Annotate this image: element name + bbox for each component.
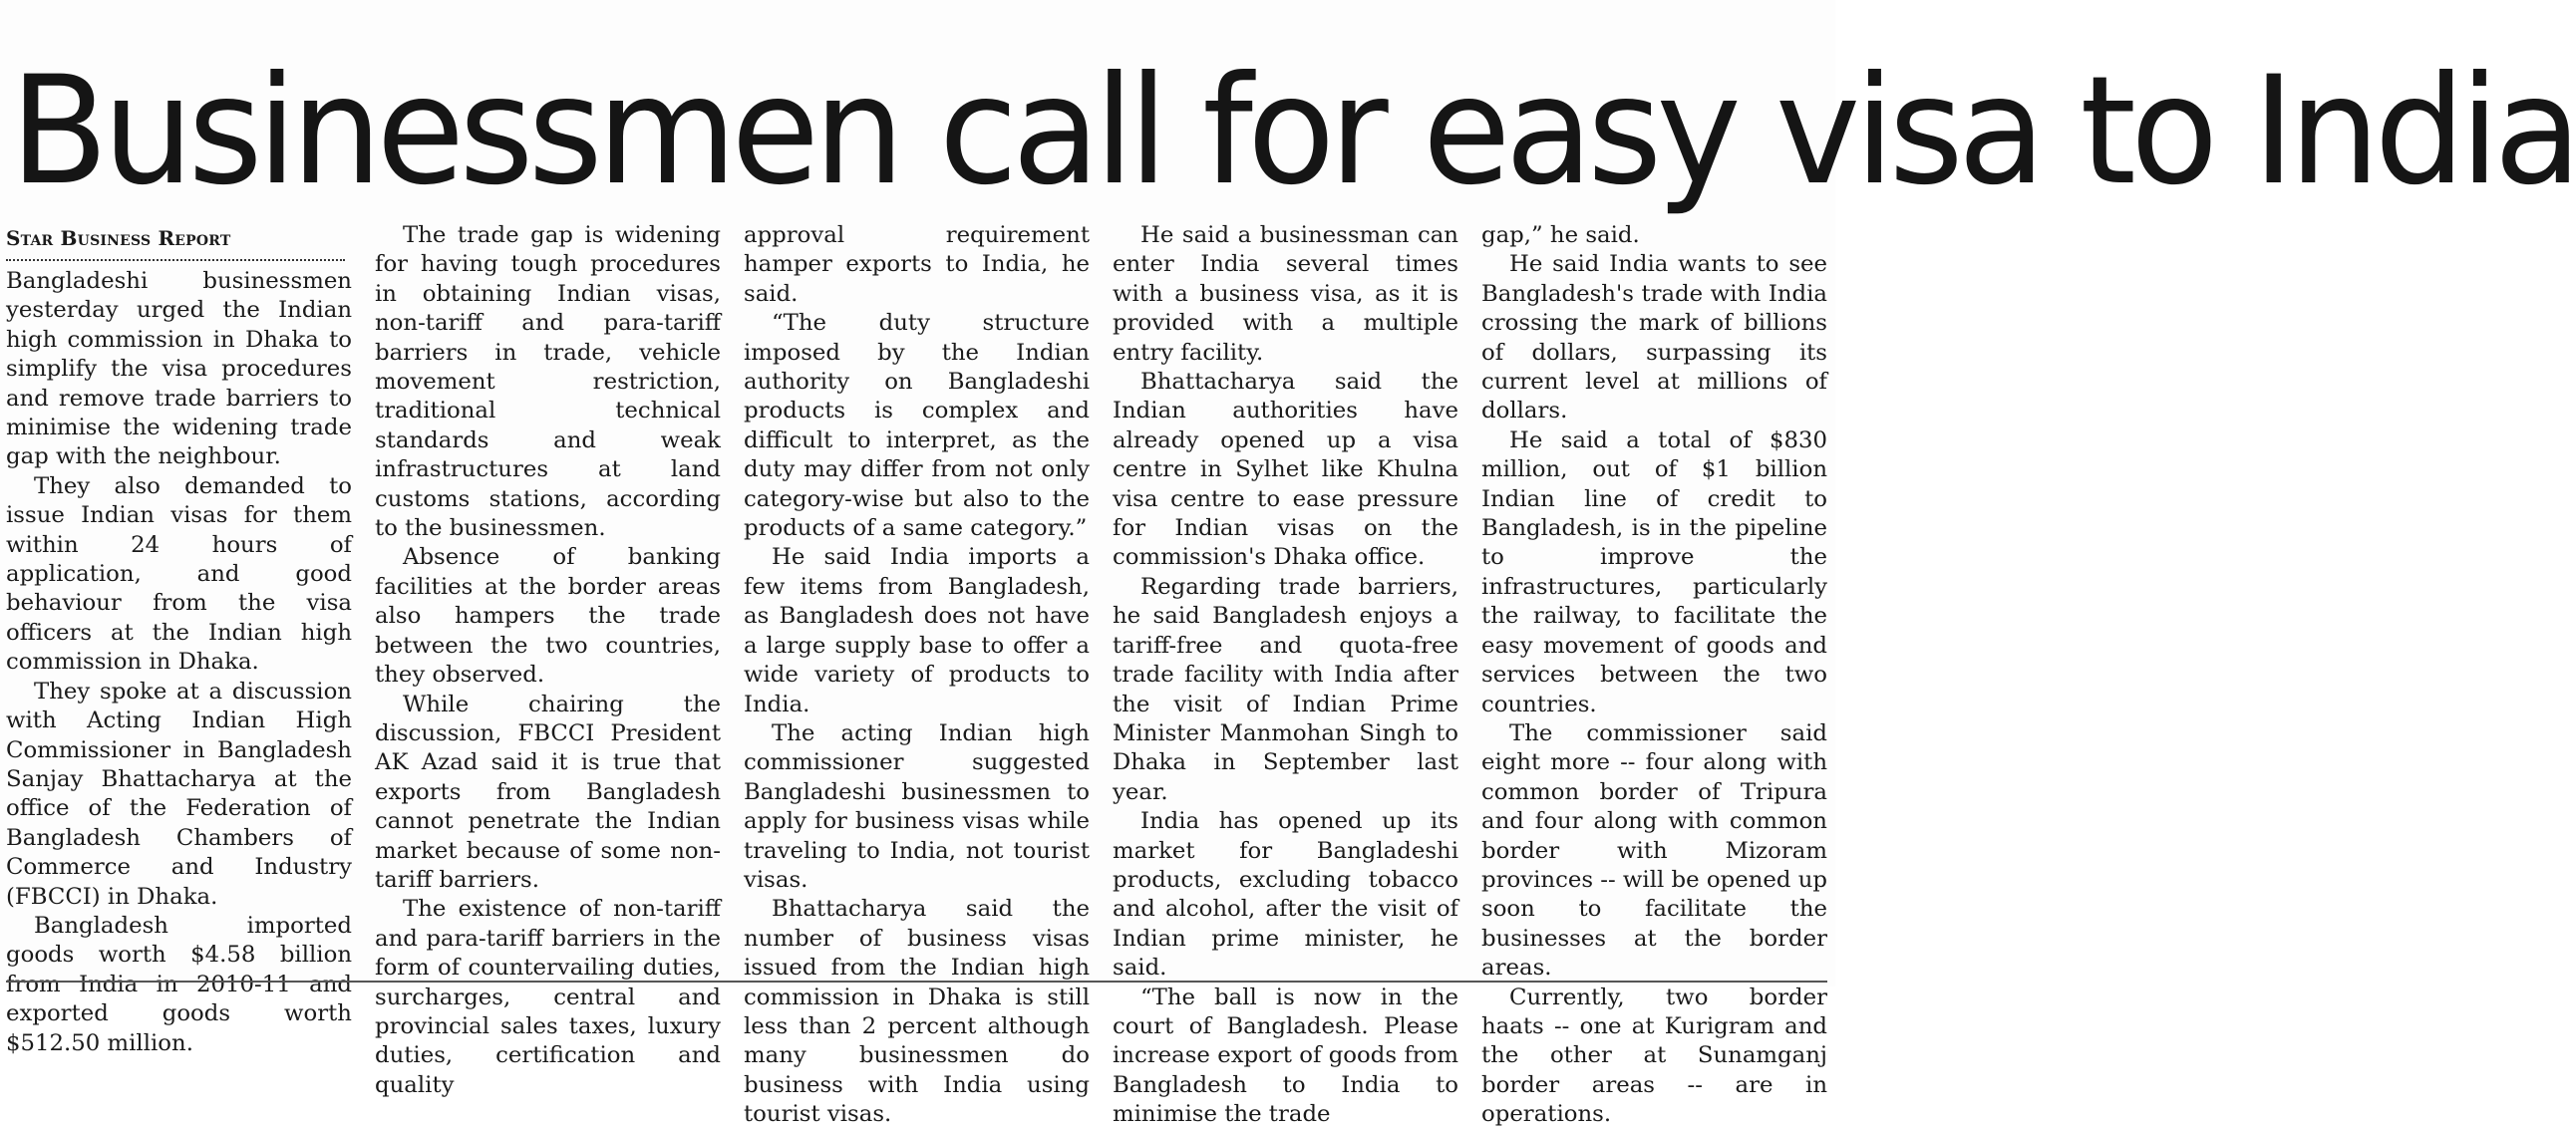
byline: Star Business Report bbox=[6, 226, 231, 250]
byline-divider bbox=[6, 259, 345, 261]
paragraph: The trade gap is widening for having tough procedures in obtaining Indian visas, non-tariff and para-tariff barriers in trade, vehicle movement restriction, traditional technical standards and weak infrastructures at land customs stations, according to the businessmen. bbox=[375, 222, 721, 542]
paragraph: He said a total of $830 million, out of $1 billion Indian line of credit to Bangladesh, is in the pipeline to improve the infrastructures, particularly the railway, to facilitate the easy movement of goods and services between the two countries. bbox=[1481, 426, 1827, 717]
article-body bbox=[6, 221, 1827, 1128]
article-column-2 bbox=[375, 221, 721, 1130]
paragraph-continuation: gap,” he said. bbox=[1481, 222, 1640, 248]
paragraph: They also demanded to issue Indian visas for them within 24 hours of application, and good behaviour from the visa officers at the Indian high commission in Dhaka. bbox=[6, 472, 352, 676]
paragraph: Bangladeshi businessmen yesterday urged the Indian high commission in Dhaka to simplify the visa procedures and remove trade barriers to minimise the widening trade gap with the neighbour. bbox=[6, 268, 352, 470]
paragraph: While chairing the discussion, FBCCI President AK Azad said it is true that exports from Bangladesh cannot penetrate the Indian market because of some non-tariff barriers. bbox=[375, 691, 721, 893]
article-column-1 bbox=[6, 221, 352, 1130]
paragraph: Regarding trade barriers, he said Bangladesh enjoys a tariff-free and quota-free trade facility with India after the visit of Indian Prime Minister Manmohan Singh to Dhaka in September last year. bbox=[1113, 573, 1458, 805]
paragraph: The acting Indian high commissioner suggested Bangladeshi businessmen to apply for business visas while traveling to India, not tourist visas. bbox=[744, 719, 1090, 893]
paragraph: Bangladesh imported goods worth $4.58 billion from India in 2010-11 and exported goods worth $512.50 million. bbox=[6, 912, 352, 1056]
headline: Businessmen call for easy visa to India bbox=[10, 45, 2576, 218]
paragraph: He said India imports a few items from Bangladesh, as Bangladesh does not have a large supply base to offer a wide variety of products to India. bbox=[744, 544, 1090, 717]
paragraph: India has opened up its market for Bangladeshi products, excluding tobacco and alcohol, after the visit of Indian prime minister, he said. bbox=[1113, 808, 1458, 982]
bottom-rule bbox=[6, 981, 1827, 983]
paragraph: “The ball is now in the court of Bangladesh. Please increase export of goods from Bangladesh to India to minimise the trade bbox=[1113, 984, 1458, 1128]
paragraph: Bhattacharya said the number of business visas issued from the Indian high commission in Dhaka is still less than 2 percent although many businessmen do business with India using tourist visas. bbox=[744, 896, 1090, 1128]
article-column-4 bbox=[1113, 221, 1458, 1130]
article-column-5 bbox=[1481, 221, 1827, 1130]
article-column-3 bbox=[744, 221, 1090, 1130]
paragraph: They spoke at a discussion with Acting Indian High Commissioner in Bangladesh Sanjay Bhattacharya at the office of the Federation of Bangladesh Chambers of Commerce and Industry (FBCCI) in Dhaka. bbox=[6, 678, 352, 910]
paragraph: He said India wants to see Bangladesh's trade with India crossing the mark of billions of dollars, surpassing its current level at millions of dollars. bbox=[1481, 251, 1827, 424]
paragraph: The existence of non-tariff and para-tariff barriers in the form of countervailing duties, surcharges, central and provincial sales taxes, luxury duties, certification and quality bbox=[375, 896, 721, 1098]
paragraph: The commissioner said eight more -- four along with common border of Tripura and four along with common border with Mizoram provinces -- will be opened up soon to facilitate the businesses at the border areas. bbox=[1481, 719, 1827, 982]
paragraph: He said a businessman can enter India several times with a business visa, as it is provided with a multiple entry facility. bbox=[1113, 222, 1458, 366]
paragraph: Bhattacharya said the Indian authorities have already opened up a visa centre in Sylhet like Khulna visa centre to ease pressure for Indian visas on the commission's Dhaka office. bbox=[1113, 369, 1458, 571]
paragraph: “The duty structure imposed by the Indian authority on Bangladeshi products is complex and difficult to interpret, as the duty may differ from not only category-wise but also to the products of a same category.” bbox=[744, 310, 1090, 542]
paragraph: Absence of banking facilities at the border areas also hampers the trade between the two countries, they observed. bbox=[375, 544, 721, 689]
paragraph: Currently, two border haats -- one at Kurigram and the other at Sunamganj border areas -- are in operations. bbox=[1481, 984, 1827, 1128]
paragraph-continuation: approval requirement hamper exports to India, he said. bbox=[744, 222, 1090, 307]
